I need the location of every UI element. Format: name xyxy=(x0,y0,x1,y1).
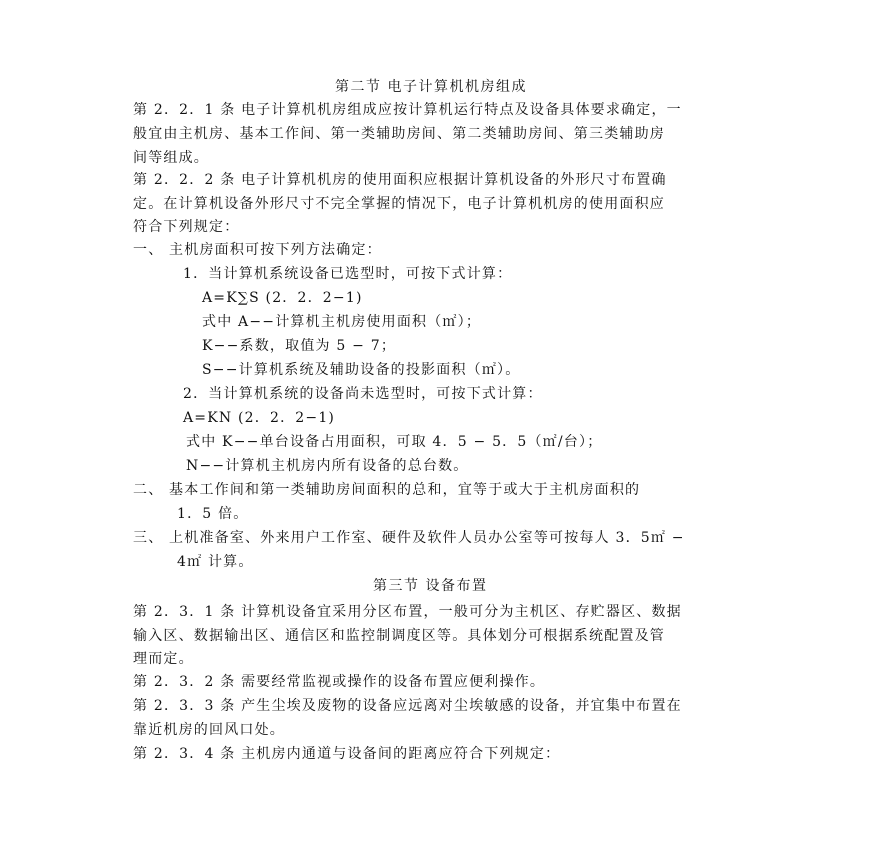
item-1-sub-2: 2．当计算机系统的设备尚未选型时，可按下式计算： xyxy=(183,386,543,402)
article-2-3-2: 第 2．3．2 条 需要经常监视或操作的设备布置应便利操作。 xyxy=(133,674,546,690)
article-2-2-2-line-1: 第 2．2．2 条 电子计算机机房的使用面积应根据计算机设备的外形尺寸布置确 xyxy=(133,172,667,188)
article-2-3-1-line-3: 理而定。 xyxy=(133,651,194,667)
formula-1-def-s: S−−计算机系统及辅助设备的投影面积（㎡）。 xyxy=(202,362,521,378)
article-2-2-2-line-2: 定。在计算机设备外形尺寸不完全掌握的情况下，电子计算机机房的使用面积应 xyxy=(133,196,665,212)
article-2-3-1-line-1: 第 2．3．1 条 计算机设备宜采用分区布置，一般可分为主机区、存贮器区、数据 xyxy=(133,604,682,620)
article-2-3-3-line-2: 靠近机房的回风口处。 xyxy=(133,722,285,738)
formula-1-def-a: 式中 A−−计算机主机房使用面积（㎡）； xyxy=(202,314,482,330)
article-2-2-2-line-3: 符合下列规定： xyxy=(133,219,240,235)
item-1: 一、 主机房面积可按下列方法确定： xyxy=(133,242,382,258)
item-1-sub-1: 1．当计算机系统设备已选型时，可按下式计算： xyxy=(183,266,513,282)
section-title-2-2: 第二节 电子计算机机房组成 xyxy=(335,79,527,95)
item-2-line-1: 二、 基本工作间和第一类辅助房间面积的总和，宜等于或大于主机房面积的 xyxy=(133,482,641,498)
section-title-2-3: 第三节 设备布置 xyxy=(373,578,488,594)
formula-2: A=KN (2．2．2−1) xyxy=(183,410,336,426)
item-2-line-2: 1．5 倍。 xyxy=(177,506,249,522)
article-2-3-3-line-1: 第 2．3．3 条 产生尘埃及废物的设备应远离对尘埃敏感的设备，并宜集中布置在 xyxy=(133,698,682,714)
article-2-2-1-line-1: 第 2．2．1 条 电子计算机机房组成应按计算机运行特点及设备具体要求确定，一 xyxy=(133,102,682,118)
item-3-line-2: 4㎡ 计算。 xyxy=(177,554,254,570)
article-2-3-4: 第 2．3．4 条 主机房内通道与设备间的距离应符合下列规定： xyxy=(133,746,561,762)
article-2-2-1-line-2: 般宜由主机房、基本工作间、第一类辅助房间、第二类辅助房间、第三类辅助房 xyxy=(133,126,665,142)
item-3-line-1: 三、 上机准备室、外来用户工作室、硬件及软件人员办公室等可按每人 3．5㎡ − xyxy=(133,530,685,546)
article-2-2-1-line-3: 间等组成。 xyxy=(133,150,209,166)
article-2-3-1-line-2: 输入区、数据输出区、通信区和监控制调度区等。具体划分可根据系统配置及管 xyxy=(133,628,665,644)
formula-1: A=K∑S (2．2．2−1) xyxy=(202,290,363,306)
formula-1-def-k: K−−系数，取值为 5 − 7； xyxy=(202,338,397,354)
formula-2-def-k: 式中 K−−单台设备占用面积，可取 4．5 − 5．5（㎡/台）； xyxy=(186,434,603,450)
formula-2-def-n: N−−计算机主机房内所有设备的总台数。 xyxy=(186,458,469,474)
